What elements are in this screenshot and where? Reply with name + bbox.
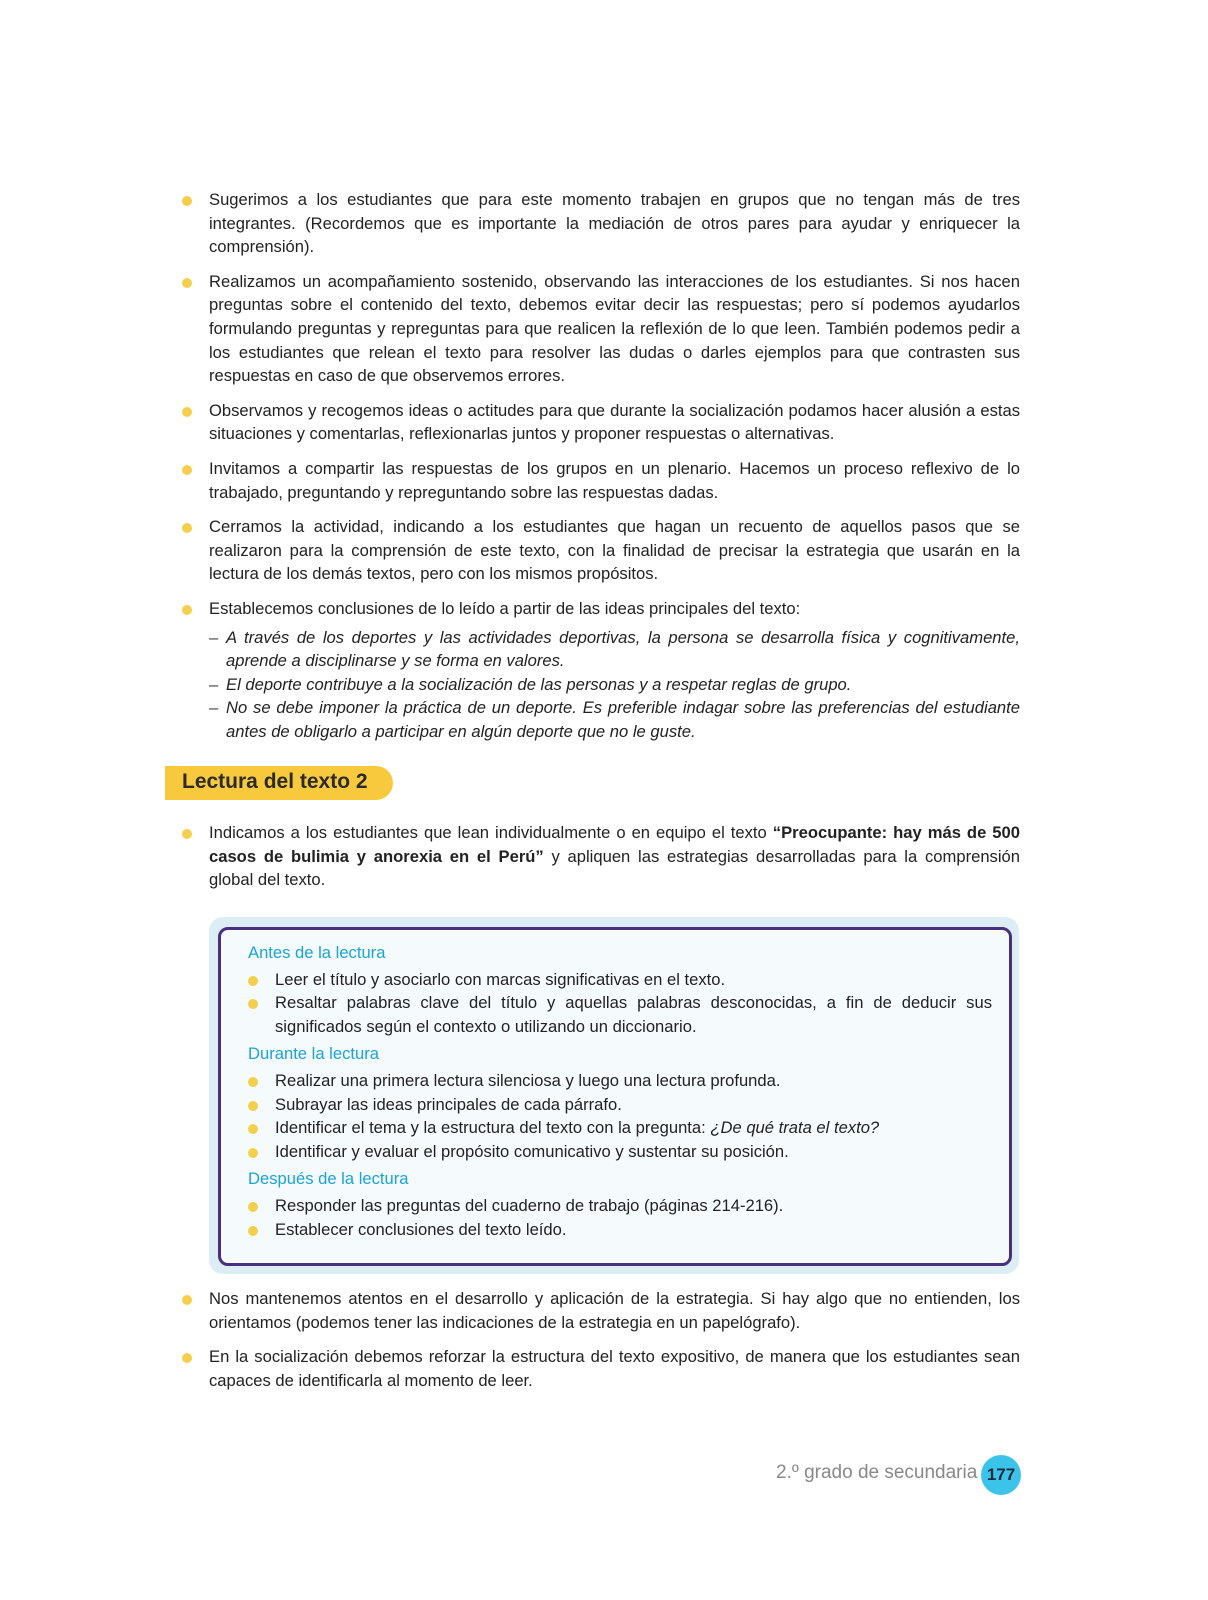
bullet-icon bbox=[182, 1295, 192, 1305]
list-item: Realizar una primera lectura silenciosa y luego una lectura profunda. bbox=[248, 1069, 992, 1093]
before-reading-heading: Antes de la lectura bbox=[248, 943, 386, 962]
after-reading-heading: Después de la lectura bbox=[248, 1169, 409, 1189]
top-bullet-list bbox=[182, 188, 1020, 754]
bullet-icon bbox=[248, 1148, 258, 1158]
bullet-icon bbox=[248, 1226, 258, 1236]
bullet-icon bbox=[248, 1202, 258, 1212]
list-item: Observamos y recogemos ideas o actitudes para que durante la socialización podamos hacer alusión a estas situaciones y comentarlas, reflexionarlas juntos y proponer respuestas o alternativas. bbox=[182, 399, 1020, 446]
list-item: Identificar el tema y la estructura del texto con la pregunta: ¿De qué trata el texto? bbox=[248, 1116, 992, 1140]
list-item: Invitamos a compartir las respuestas de los grupos en un plenario. Hacemos un proceso reflexivo de lo trabajado, preguntando y repreguntando sobre las respuestas dadas. bbox=[182, 457, 1020, 504]
dash-icon: – bbox=[209, 698, 219, 718]
list-item: Establecemos conclusiones de lo leído a partir de las ideas principales del texto: – A través de los deportes y las actividades deportivas, la persona se desarrolla física y cognitivamente, aprende a disciplinarse y se forma en valores. – El deporte contribuye a la socialización de las personas y a respetar reglas de grupo. – No se debe imponer la práctica de un deporte. Es preferible indagar sobre las preferencias del estudiante antes de obligarlo a participar en algún deporte que no le guste. bbox=[182, 597, 1020, 744]
dash-icon: – bbox=[209, 627, 219, 647]
conclusions-list bbox=[209, 626, 1020, 744]
list-item: Subrayar las ideas principales de cada párrafo. bbox=[248, 1093, 992, 1117]
dash-icon: – bbox=[209, 674, 219, 694]
list-item: Realizamos un acompañamiento sostenido, observando las interacciones de los estudiantes. Si nos hacen preguntas sobre el contenido del texto, debemos evitar decir las respuestas; pero sí podemos ayudarlos formulando preguntas y repreguntas para que realicen la reflexión de lo que leen. También podemos pedir a los estudiantes que relean el texto para resolver las dudas o darles ejemplos para que contrasten sus respuestas en caso de que observemos errores. bbox=[182, 270, 1020, 388]
bottom-bullet-list bbox=[182, 1287, 1020, 1403]
after-reading-list bbox=[248, 1194, 992, 1241]
text-title-bold: “Preocupante: hay más de 500 casos de bulimia y anorexia en el Perú” bbox=[209, 823, 1020, 866]
bullet-icon bbox=[182, 523, 192, 533]
conclusion-item: – No se debe imponer la práctica de un deporte. Es preferible indagar sobre las preferencias del estudiante antes de obligarlo a participar en algún deporte que no le guste. bbox=[209, 698, 1020, 741]
list-item: Leer el título y asociarlo con marcas significativas en el texto. bbox=[248, 968, 992, 992]
bullet-icon bbox=[182, 278, 192, 288]
bullet-icon bbox=[248, 1077, 258, 1087]
list-item: En la socialización debemos reforzar la estructura del texto expositivo, de manera que los estudiantes sean capaces de identificarla al momento de leer. bbox=[182, 1345, 1020, 1392]
bullet-icon bbox=[248, 999, 258, 1009]
list-item: Sugerimos a los estudiantes que para este momento trabajen en grupos que no tengan más de tres integrantes. (Recordemos que es importante la mediación de otros pares para ayudar y enriquecer la comprensión). bbox=[182, 188, 1020, 259]
before-reading-list bbox=[248, 968, 992, 1039]
bullet-icon bbox=[248, 976, 258, 986]
list-item: Cerramos la actividad, indicando a los estudiantes que hagan un recuento de aquellos pasos que se realizaron para la comprensión de este texto, con la finalidad de precisar la estrategia que usarán en la lectura de los demás textos, pero con los mismos propósitos. bbox=[182, 515, 1020, 586]
bullet-icon bbox=[182, 829, 192, 839]
bullet-icon bbox=[182, 465, 192, 475]
grade-label: 2.º grado de secundaria bbox=[776, 1462, 978, 1483]
bullet-icon bbox=[248, 1124, 258, 1134]
page-number: 177 bbox=[981, 1455, 1021, 1495]
bullet-icon bbox=[182, 1353, 192, 1363]
conclusion-item: – A través de los deportes y las actividades deportivas, la persona se desarrolla física y cognitivamente, aprende a disciplinarse y se forma en valores. bbox=[209, 627, 1020, 671]
intro-list bbox=[182, 821, 1020, 903]
list-item: Establecer conclusiones del texto leído. bbox=[248, 1218, 992, 1242]
during-reading-list bbox=[248, 1069, 992, 1163]
list-item: Nos mantenemos atentos en el desarrollo y aplicación de la estrategia. Si hay algo que no entienden, los orientamos (podemos tener las indicaciones de la estrategia en un papelógrafo). bbox=[182, 1287, 1020, 1334]
list-item: Identificar y evaluar el propósito comunicativo y sustentar su posición. bbox=[248, 1140, 992, 1164]
section-label bbox=[165, 766, 393, 800]
bullet-icon bbox=[182, 605, 192, 615]
bullet-icon bbox=[182, 196, 192, 206]
conclusion-item: – El deporte contribuye a la socialización de las personas y a respetar reglas de grupo. bbox=[209, 673, 1020, 697]
bullet-icon bbox=[182, 407, 192, 417]
section-title: Lectura del texto 2 bbox=[182, 770, 368, 793]
list-item: Resaltar palabras clave del título y aquellas palabras desconocidas, a fin de deducir sus significados según el contexto o utilizando un diccionario. bbox=[248, 991, 992, 1038]
strategy-box-content bbox=[248, 941, 992, 1245]
list-item: Responder las preguntas del cuaderno de trabajo (páginas 214-216). bbox=[248, 1194, 992, 1218]
bullet-icon bbox=[248, 1101, 258, 1111]
during-reading-heading: Durante la lectura bbox=[248, 1044, 379, 1064]
list-item: Indicamos a los estudiantes que lean individualmente o en equipo el texto “Preocupante: hay más de 500 casos de bulimia y anorexia en el Perú” y apliquen las estrategias desarrolladas para la comprensión global del texto. bbox=[182, 821, 1020, 892]
